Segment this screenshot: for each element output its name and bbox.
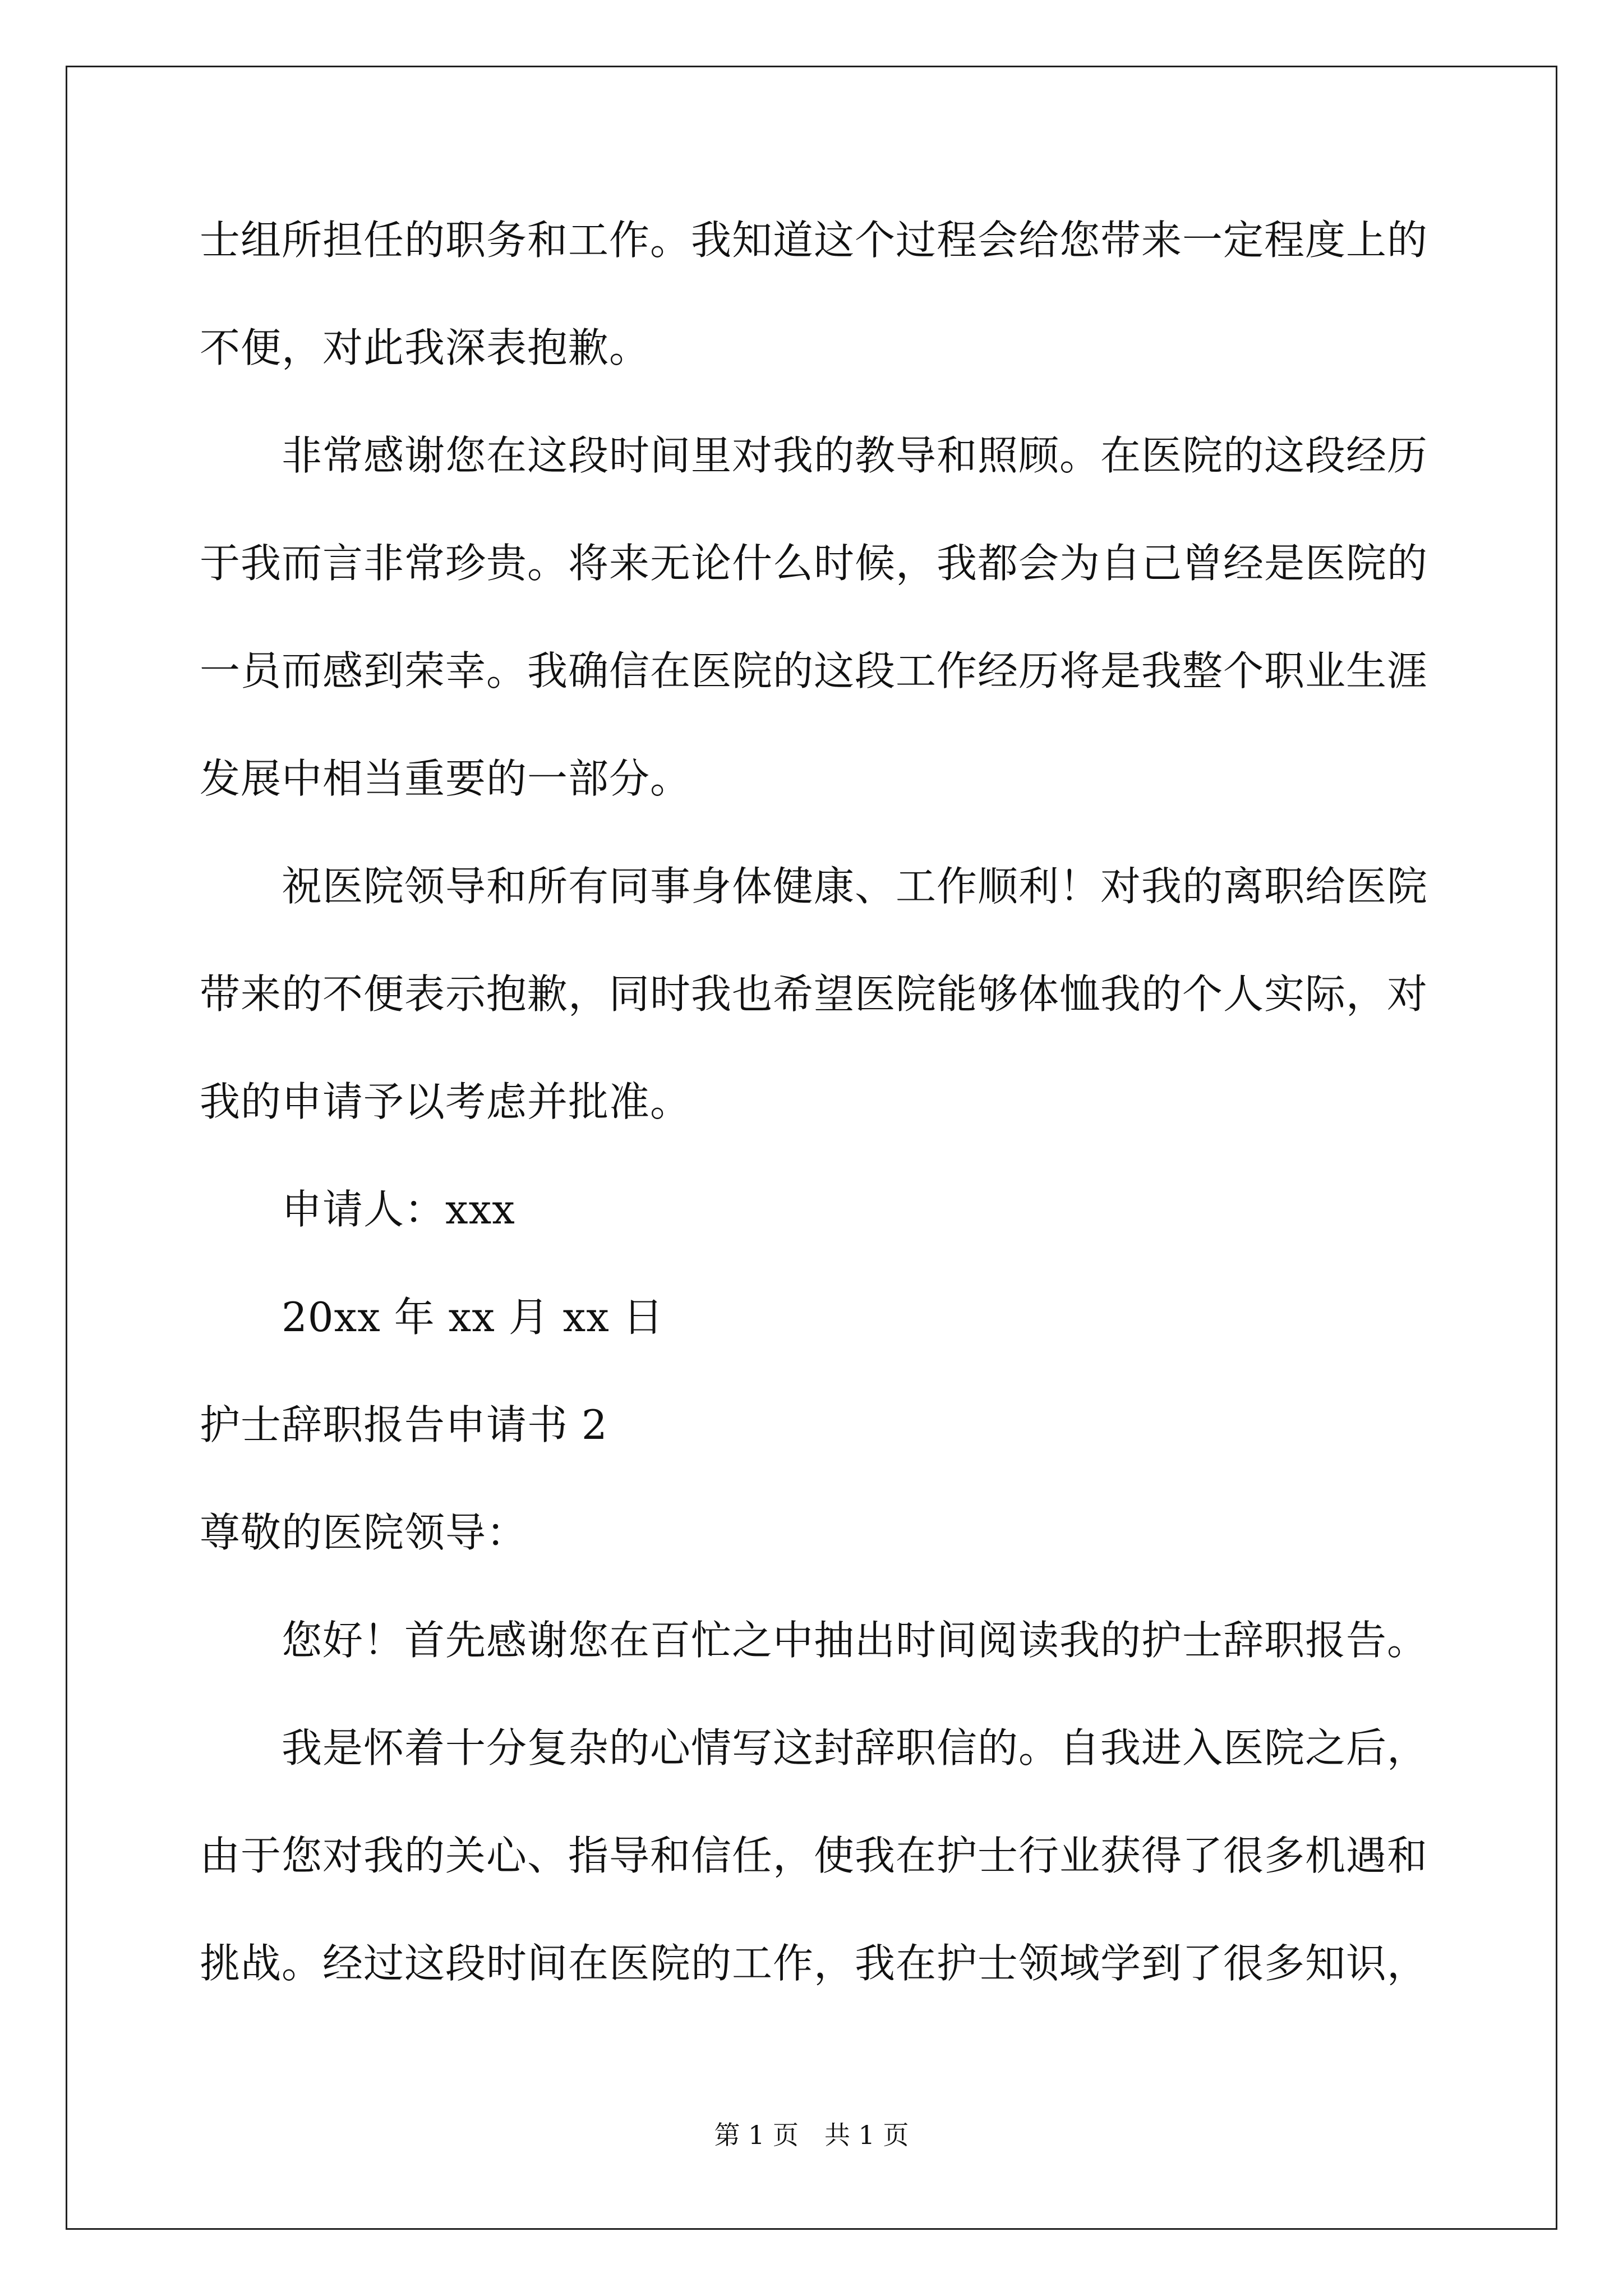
text-line: 不便，对此我深表抱歉。 [200, 324, 651, 371]
page-number-footer: 第 1 页 共 1 页 [714, 2120, 909, 2150]
text-line: 一员而感到荣幸。我确信在医院的这段工作经历将是我整个职业生涯 [200, 647, 1428, 694]
salutation: 尊敬的医院领导： [200, 1509, 528, 1556]
text-line: 由于您对我的关心、指导和信任，使我在护士行业获得了很多机遇和 [200, 1832, 1428, 1879]
document-body [200, 213, 1428, 2044]
greeting-line: 您好！首先感谢您在百忙之中抽出时间阅读我的护士辞职报告。 [282, 1617, 1428, 1664]
date-line: 20xx 年 xx 月 xx 日 [282, 1294, 664, 1341]
text-line: 挑战。经过这段时间在医院的工作，我在护士领域学到了很多知识， [200, 1940, 1428, 1987]
text-line: 发展中相当重要的一部分。 [200, 755, 691, 802]
paragraph-start-line: 非常感谢您在这段时间里对我的教导和照顾。在医院的这段经历 [282, 432, 1428, 479]
paragraph-start-line: 我是怀着十分复杂的心情写这封辞职信的。自我进入医院之后， [282, 1724, 1428, 1772]
text-line: 我的申请予以考虑并批准。 [200, 1078, 691, 1125]
text-line: 士组所担任的职务和工作。我知道这个过程会给您带来一定程度上的 [200, 217, 1428, 264]
applicant-signature: 申请人：xxx [282, 1186, 515, 1233]
section-title: 护士辞职报告申请书 2 [200, 1401, 608, 1448]
text-line: 于我而言非常珍贵。将来无论什么时候，我都会为自己曾经是医院的 [200, 540, 1428, 587]
paragraph-start-line: 祝医院领导和所有同事身体健康、工作顺利！对我的离职给医院 [282, 863, 1428, 910]
text-line: 带来的不便表示抱歉，同时我也希望医院能够体恤我的个人实际，对 [200, 970, 1428, 1018]
